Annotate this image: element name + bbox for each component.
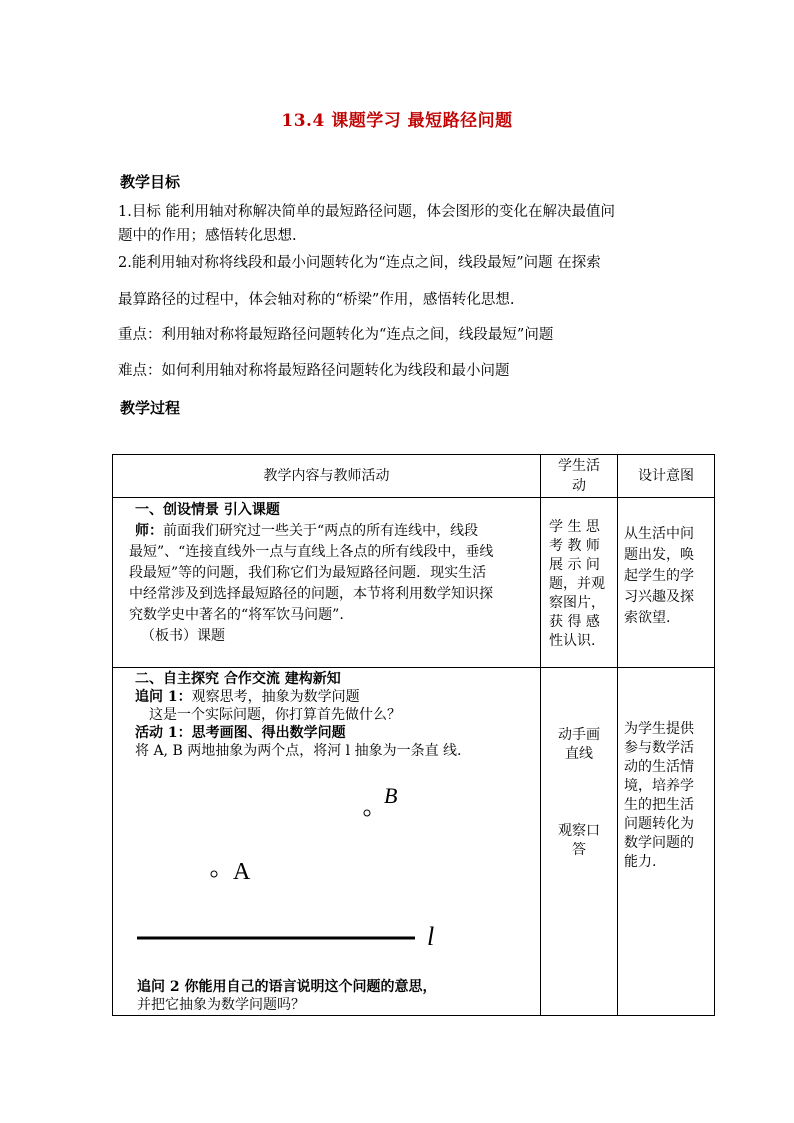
- row1-content: [113, 498, 541, 668]
- point-b-label: B: [384, 783, 398, 808]
- row2-design-intent: 为学生提供 参与数学活 动的生活情 境，培养学 生的把生活 问题转化为 数学问题的 能力.: [618, 668, 715, 1016]
- page-title: 13.4 课题学习 最短路径问题: [281, 111, 513, 131]
- lesson-table: [112, 454, 715, 1016]
- row1-text-l4: 中经常涉及到选择最短路径的问题，本节将利用数学知识探: [129, 586, 493, 602]
- activity-1: 活动 1：思考画图、得出数学问题: [135, 725, 346, 741]
- row1-student-activity: 学 生 思 考 教 师 展 示 问 题，并观 察图片， 获 得 感 性认识.: [541, 498, 618, 668]
- line-l-label: l: [427, 922, 435, 951]
- header-teaching-content: 教学内容与教师活动: [113, 455, 541, 498]
- row1-board: （板书）课题: [141, 628, 225, 644]
- point-a-marker: [211, 871, 217, 877]
- row1-design-intent: 从生活中问 题出发，唤 起学生的学 习兴趣及探 索欲望.: [618, 498, 715, 668]
- process-heading: 教学过程: [120, 399, 181, 417]
- header-design-intent: 设计意图: [618, 455, 715, 498]
- point-a-label: A: [233, 859, 251, 885]
- header-student-activity: 学生活 动: [541, 455, 618, 498]
- followup-1-sub: 这是一个实际问题，你打算首先做什么？: [149, 707, 401, 723]
- point-b-marker: [364, 810, 370, 816]
- row1-heading: 一、创设情景 引入课题: [135, 502, 280, 518]
- goal-2-line-1: 2.能利用轴对称将线段和最小问题转化为“连点之间，线段最短”问题 在探索: [118, 255, 601, 271]
- difficulty: 难点：如何利用轴对称将最短路径问题转化为线段和最小问题: [118, 363, 510, 379]
- row2-student-activity: 动手画 直线 观察口 答: [541, 668, 618, 1016]
- row1-text-l5: 究数学史中著名的“将军饮马问题”.: [129, 607, 344, 623]
- row2-heading: 二、自主探究 合作交流 建构新知: [135, 671, 341, 687]
- geometry-diagram: [113, 668, 541, 1016]
- followup-2-line-1: 追问 2 你能用自己的语言说明这个问题的意思，: [137, 979, 437, 995]
- teacher-label: 师：: [135, 523, 163, 539]
- followup-1-text: 观察思考，抽象为数学问题: [191, 689, 360, 705]
- row1-text-l1: 前面我们研究过一些关于“两点的所有连线中，线段: [163, 523, 479, 539]
- row2-content: [113, 668, 541, 1016]
- goal-2-line-2: 最算路径的过程中，体会轴对称的“桥梁”作用，感悟转化思想.: [118, 292, 515, 308]
- row1-text-l2: 最短”、“连接直线外一点与直线上各点的所有线段中，垂线: [129, 544, 494, 560]
- key-point: 重点：利用轴对称将最短路径问题转化为“连点之间，线段最短”问题: [118, 327, 554, 343]
- goal-1-line-2: 题中的作用；感悟转化思想.: [118, 228, 297, 244]
- goal-1-line-1: 1.目标 能利用轴对称解决简单的最短路径问题，体会图形的变化在解决最值问: [118, 204, 615, 220]
- activity-1-text: 将 A, B 两地抽象为两个点，将河 l 抽象为一条直 线.: [135, 743, 462, 759]
- goals-heading: 教学目标: [120, 173, 181, 191]
- followup-2-line-2: 并把它抽象为数学问题吗？: [137, 997, 305, 1013]
- followup-1-label: 追问 1：: [135, 689, 192, 705]
- row1-text-l3: 段最短”等的问题，我们称它们为最短路径问题．现实生活: [129, 565, 487, 581]
